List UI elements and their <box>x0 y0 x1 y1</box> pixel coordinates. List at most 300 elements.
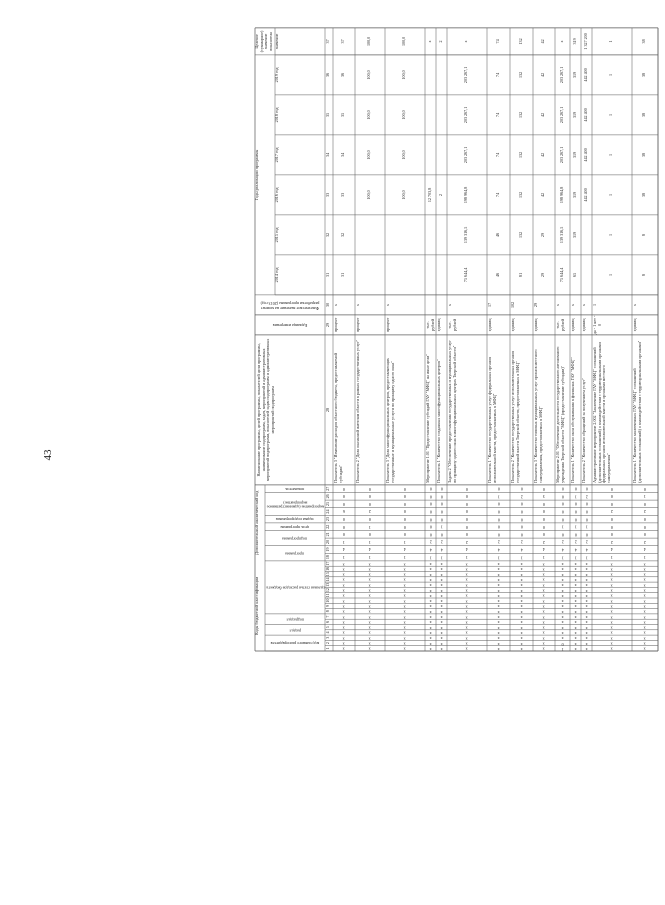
extra-code-cell: 0 <box>610 494 614 500</box>
budget-code-cell: x <box>561 583 564 589</box>
budget-code-cell: x <box>368 609 372 615</box>
extra-code-header: подпрограмма <box>282 536 308 542</box>
extra-code-cell: 0 <box>440 532 443 538</box>
row-year-value: 74 <box>494 192 500 197</box>
budget-code-cell: x <box>429 572 432 578</box>
row-year-value: 319 <box>571 191 577 198</box>
row-actual-2013 <box>437 295 446 315</box>
budget-code-cell: x <box>497 625 500 631</box>
extra-code-cell: 0 <box>574 532 577 538</box>
row-target: 319 <box>571 38 577 45</box>
extra-code-cell: 0 <box>497 509 500 515</box>
extra-code-cell: 0 <box>465 502 469 508</box>
budget-code-cell: x <box>542 636 546 642</box>
row-unit: тыс. рублей <box>555 318 565 331</box>
row-description: Показатель 3 "Доля многофункциональных центров, предоставляющих государственные и муниципальные услуги по принципу одного окна" <box>385 358 395 483</box>
purpose-header: Наименование программы, целей программы, показателей цели программы, наименование подпрограмм, задач, мероприятий и административных мероприятий подпрограмм, показателей задач подпрограмм и административных мероприятий подпрограмм <box>256 338 275 482</box>
extra-code-cell: 2 <box>610 540 614 546</box>
budget-code-cell: x <box>561 577 564 583</box>
budget-code-cell: x <box>585 641 588 647</box>
extra-code-cell: 0 <box>610 487 614 492</box>
row-year-value: 75 644,4 <box>558 267 564 283</box>
budget-code-cell: x <box>368 583 372 589</box>
budget-code-cell: x <box>429 598 432 604</box>
row-actual-2013: x <box>570 303 575 306</box>
row-year-value: 74 <box>494 152 500 157</box>
extra-code-cell: 0 <box>368 494 372 500</box>
row-year-value: 100,0 <box>366 190 371 200</box>
budget-code-cell: x <box>585 620 588 626</box>
budget-code-cell: x <box>368 567 372 573</box>
budget-code-cell: x <box>465 577 469 583</box>
extra-code-cell: 4 <box>342 547 346 553</box>
budget-code-cell: x <box>368 646 372 652</box>
budget-code-cell: x <box>610 598 614 604</box>
budget-code-cell: x <box>342 614 346 620</box>
extra-code-cell: 1 <box>429 555 432 561</box>
extra-code-cell: 0 <box>465 517 469 523</box>
budget-code-cell: x <box>465 636 469 642</box>
budget-code-cell: x <box>610 561 614 567</box>
budget-code-cell: x <box>403 572 407 578</box>
extra-code-cell: 0 <box>542 487 546 492</box>
budget-code-cell: x <box>497 588 500 594</box>
column-number: 8 <box>325 610 330 613</box>
budget-code-cell: x <box>520 641 523 647</box>
budget-code-cell: x <box>497 614 500 620</box>
budget-code-cell: x <box>643 593 647 599</box>
row-actual-2013: x <box>355 303 360 306</box>
budget-code-cell: x <box>497 572 500 578</box>
budget-code-cell: x <box>610 625 614 631</box>
row-year-value <box>584 255 590 295</box>
row-description: Задача 2 "Обеспечение предоставления государственных и муниципальных услуг по принципу одного окна в многофункциональных центрах Тверской области" <box>447 340 457 483</box>
column-number: 12 <box>325 588 330 593</box>
extra-code-cell: 2 <box>465 540 469 546</box>
extra-code-cell: 2 <box>542 540 546 546</box>
row-description: Административное мероприятие 2.002 "Заключение ГАУ "МФЦ" соглашений (дополнительных соглашений) о взаимодействии с территориальными органами федеральных органов исполнительной власти и органами местного самоуправления" <box>592 342 611 483</box>
budget-code-cell: x <box>520 604 523 610</box>
row-year-value: 100,0 <box>366 110 371 120</box>
budget-code-cell: x <box>342 636 346 642</box>
year-header: 2014 год <box>274 267 279 283</box>
budget-code-cell: x <box>403 625 407 631</box>
row-description: Мероприятие 1.01 "Предоставление субсидий ГАУ "МФЦ" на иные цели" <box>425 354 430 483</box>
budget-code-cell: x <box>497 620 500 626</box>
extra-code-cell: 0 <box>429 509 432 515</box>
extra-code-cell: 0 <box>497 517 500 523</box>
budget-code-cell: x <box>440 577 443 583</box>
row-year-value: 29 <box>540 272 545 277</box>
budget-code-header: код главного распорядителя <box>270 641 320 647</box>
extra-code-cell: 4 <box>403 547 407 553</box>
row-year-value: 132 <box>517 71 523 78</box>
row-description: Показатель 1 "Количество окон обслуживания в филиалах ГАУ "МФЦ"" <box>570 357 575 483</box>
row-description: Показатель 3 "Изменение расходов областного бюджета, предоставляемой субсидии" <box>333 353 343 483</box>
extra-code-cell: 0 <box>585 487 588 492</box>
budget-code-cell: x <box>520 567 523 573</box>
budget-code-cell: x <box>561 609 564 615</box>
extra-code-header: задача подпрограммы <box>275 517 314 523</box>
budget-code-cell: x <box>542 604 546 610</box>
extra-code-cell: 1 <box>368 555 372 561</box>
budget-code-cell: x <box>465 609 469 615</box>
row-year-value: 203 267,1 <box>558 66 564 84</box>
row-year-value: 42 <box>540 112 545 117</box>
extra-code-cell: 0 <box>610 525 614 530</box>
budget-code-cell: x <box>429 588 432 594</box>
budget-code-cell: x <box>643 620 647 626</box>
extra-code-cell: 0 <box>561 487 564 492</box>
budget-code-cell: x <box>574 572 577 578</box>
extra-code-header: цель программы <box>280 525 310 530</box>
budget-code-cell: x <box>585 577 588 583</box>
extra-code-cell: 0 <box>561 509 564 515</box>
column-number: 25 <box>325 501 330 506</box>
column-number: 16 <box>325 566 330 571</box>
budget-code-cell: x <box>403 614 407 620</box>
budget-code-cell: x <box>542 583 546 589</box>
extra-code-cell: 2 <box>561 540 564 546</box>
row-actual-2013: x <box>581 303 586 306</box>
budget-code-cell: x <box>465 593 469 599</box>
budget-code-cell: x <box>561 593 564 599</box>
row-year-value: 12 703,8 <box>426 187 432 203</box>
extra-code-cell: 1 <box>342 555 346 561</box>
column-number: 35 <box>325 112 330 117</box>
budget-code-cell: x <box>429 646 432 652</box>
extra-code-cell: 1 <box>585 555 588 561</box>
column-number: 17 <box>325 561 330 566</box>
extra-code-cell: 1 <box>574 494 577 500</box>
row-year-value: 100,0 <box>401 70 406 80</box>
row-unit: да - 1 нет - 0 <box>592 315 602 335</box>
budget-code-cell: x <box>403 609 407 615</box>
budget-code-cell: x <box>497 567 500 573</box>
budget-code-cell: x <box>429 583 432 589</box>
budget-code-cell: x <box>585 588 588 594</box>
budget-code-cell: x <box>368 620 372 626</box>
budget-code-cell: x <box>465 583 469 589</box>
row-year-value: 1 <box>608 153 613 156</box>
row-year-value: 100,0 <box>401 110 406 120</box>
row-year-value: 31 <box>340 272 345 277</box>
extra-code-cell: 0 <box>342 502 346 508</box>
row-year-value: 46 <box>494 272 500 277</box>
budget-code-cell: x <box>403 630 407 636</box>
extra-code-cell: 4 <box>585 547 588 553</box>
budget-code-cell: x <box>574 609 577 615</box>
row-year-value <box>428 255 434 295</box>
extra-code-cell: 0 <box>403 525 407 530</box>
column-number: 4 <box>325 631 330 634</box>
row-year-value: 36 <box>340 72 345 77</box>
extra-code-cell: 0 <box>342 517 346 523</box>
extra-code-cell: 0 <box>342 487 346 492</box>
row-year-value: 1 <box>608 193 613 196</box>
budget-code-cell: x <box>440 614 443 620</box>
row-target: x <box>463 40 468 43</box>
row-year-value: 74 <box>494 72 500 77</box>
row-target: 74 <box>494 39 500 44</box>
extra-code-cell: 0 <box>643 525 647 530</box>
extra-code-cell: 0 <box>585 509 588 515</box>
row-year-value: 139 316,5 <box>558 226 564 244</box>
budget-code-cell: x <box>610 583 614 589</box>
row-actual-2013: 17 <box>487 302 492 307</box>
extra-code-cell: 2 <box>643 509 647 515</box>
row-year-value: 2 <box>437 193 443 196</box>
budget-code-cell: x <box>403 604 407 610</box>
budget-code-cell: x <box>574 561 577 567</box>
extra-code-cell: 0 <box>643 502 647 508</box>
year-header: 2019 год <box>274 67 279 83</box>
row-target: 132 <box>517 38 523 45</box>
extra-code-cell: 0 <box>429 532 432 538</box>
extra-code-cell: 2 <box>585 494 588 500</box>
extra-code-cell: 0 <box>429 494 432 500</box>
budget-code-cell: x <box>497 561 500 567</box>
column-number: 34 <box>325 152 330 157</box>
budget-code-cell: x <box>574 577 577 583</box>
budget-code-cell: x <box>643 625 647 631</box>
budget-code-cell: x <box>429 620 432 626</box>
budget-code-cell: x <box>610 609 614 615</box>
extra-code-cell: 0 <box>561 517 564 523</box>
budget-code-cell: x <box>342 588 346 594</box>
budget-code-cell: x <box>520 583 523 589</box>
extra-code-cell: 1 <box>643 555 647 561</box>
extra-code-cell: 1 <box>610 555 614 561</box>
row-unit: единиц <box>570 318 575 332</box>
budget-code-cell: x <box>520 646 523 652</box>
row-actual-2013: x <box>632 303 637 306</box>
extra-code-cell: 0 <box>542 509 546 515</box>
row-description: Показатель 1 "Количество заключенных ГАУ "МФЦ" соглашений (дополнительных соглашений) о взаимодействии с территориальными органами" <box>632 340 642 483</box>
column-number: 22 <box>325 524 330 529</box>
extra-code-cell: 0 <box>403 517 407 523</box>
row-year-value <box>402 215 408 255</box>
column-number: 9 <box>325 604 330 607</box>
column-number: 31 <box>325 272 330 277</box>
budget-code-cell: x <box>497 598 500 604</box>
extra-code-cell: 1 <box>574 555 577 561</box>
extra-code-cell: 2 <box>520 494 523 500</box>
budget-code-cell: x <box>585 614 588 620</box>
extra-code-header: показатель <box>285 487 305 492</box>
budget-code-cell: x <box>643 636 647 642</box>
extra-code-cell: 0 <box>542 502 546 508</box>
extra-code-cell: 0 <box>585 532 588 538</box>
budget-code-cell: x <box>610 588 614 594</box>
row-actual-2013: 102 <box>510 301 515 308</box>
row-year-value: 81 <box>517 272 523 277</box>
extra-code-cell: 1 <box>403 555 407 561</box>
budget-code-cell: x <box>368 598 372 604</box>
column-number: 24 <box>325 509 330 514</box>
budget-code-cell: x <box>520 593 523 599</box>
row-year-value: 75 644,4 <box>463 267 468 283</box>
row-year-value <box>439 95 445 135</box>
column-number: 13 <box>325 582 330 587</box>
budget-code-cell: x <box>542 598 546 604</box>
budget-code-cell: x <box>440 588 443 594</box>
extra-code-cell: 0 <box>440 494 443 500</box>
budget-code-cell: x <box>610 567 614 573</box>
years-group-header: Годы реализации программы <box>254 149 259 201</box>
extra-code-cell: 1 <box>542 555 546 561</box>
extra-code-cell: 4 <box>368 547 372 553</box>
budget-code-cell: x <box>403 636 407 642</box>
row-target: 1 <box>608 40 613 43</box>
row-description: Мероприятие 2.01 "Обеспечение деятельности государственного автономного учреждения Тверской области "МФЦ" (предоставление субсидии)" <box>555 346 565 483</box>
row-year-value: 34 <box>340 152 345 157</box>
row-year-value <box>428 135 434 175</box>
budget-code-cell: x <box>561 588 564 594</box>
column-number: 3 <box>325 636 330 639</box>
budget-code-cell: x <box>574 630 577 636</box>
extra-code-cell: 4 <box>497 547 500 553</box>
budget-code-cell: x <box>440 567 443 573</box>
column-number: 21 <box>325 532 330 537</box>
column-number: 18 <box>325 555 330 560</box>
extra-code-cell: 0 <box>542 525 546 530</box>
extra-code-cell: 0 <box>342 532 346 538</box>
extra-code-cell: 2 <box>610 509 614 515</box>
row-unit: единиц <box>533 318 538 332</box>
budget-code-cell: x <box>610 620 614 626</box>
extra-code-cell: 0 <box>368 517 372 523</box>
row-year-value: 74 <box>494 112 500 117</box>
column-number: 7 <box>325 615 330 618</box>
row-year-value: 33 <box>340 192 345 197</box>
row-unit: единиц <box>632 318 637 332</box>
row-year-value: 1 <box>608 113 613 116</box>
budget-code-cell: x <box>542 646 546 652</box>
budget-code-cell: x <box>465 567 469 573</box>
budget-code-cell: x <box>465 561 469 567</box>
row-year-value: 1 <box>608 233 613 236</box>
extra-code-cell: 0 <box>574 509 577 515</box>
budget-code-cell: x <box>520 614 523 620</box>
budget-code-cell: x <box>542 588 546 594</box>
budget-code-cell: x <box>465 646 469 652</box>
budget-code-header: раздел <box>289 628 301 634</box>
budget-code-cell: x <box>574 625 577 631</box>
column-number: 19 <box>325 547 330 552</box>
budget-code-cell: x <box>429 561 432 567</box>
budget-code-cell: x <box>520 598 523 604</box>
extra-code-cell: 0 <box>520 502 523 508</box>
budget-code-cell: x <box>520 561 523 567</box>
extra-code-cell: 2 <box>585 540 588 546</box>
budget-code-cell: x <box>368 604 372 610</box>
row-unit: единиц <box>510 318 515 332</box>
row-year-value <box>439 255 445 295</box>
row-year-value <box>367 255 373 295</box>
row-unit: процент <box>333 317 338 333</box>
budget-code-cell: x <box>440 625 443 631</box>
budget-code-cell: x <box>342 609 346 615</box>
budget-code-cell: x <box>574 567 577 573</box>
budget-code-cell: x <box>429 577 432 583</box>
row-target: 38 <box>641 39 646 44</box>
extra-code-cell: 0 <box>403 532 407 538</box>
row-unit: единиц <box>487 318 492 332</box>
extra-code-cell: 0 <box>440 487 443 492</box>
column-number: 20 <box>325 539 330 544</box>
extra-code-cell: 0 <box>440 509 443 515</box>
row-description: Показатель 2 "Доля оказанной жителям области в рамках государственных услуг" <box>355 339 360 483</box>
row-year-value <box>428 95 434 135</box>
extra-code-cell: 0 <box>465 494 469 500</box>
budget-code-cell: x <box>403 583 407 589</box>
row-year-value: 100,0 <box>366 70 371 80</box>
extra-code-cell: 4 <box>561 547 564 553</box>
row-actual-2013: 1 <box>592 303 597 306</box>
extra-code-cell: 0 <box>574 487 577 492</box>
budget-code-cell: x <box>497 583 500 589</box>
budget-code-cell: x <box>520 572 523 578</box>
budget-code-cell: x <box>429 625 432 631</box>
budget-code-cell: x <box>520 625 523 631</box>
row-target: 100,0 <box>366 36 371 47</box>
extra-code-cell: 4 <box>465 547 469 553</box>
column-number: 15 <box>325 572 330 577</box>
extra-code-cell: 0 <box>542 517 546 523</box>
row-actual-2013 <box>426 295 435 315</box>
column-number: 36 <box>325 72 330 77</box>
budget-code-cell: x <box>440 593 443 599</box>
row-year-value: 100,0 <box>401 190 406 200</box>
budget-code-cell: x <box>643 588 647 594</box>
extra-code-cell: 1 <box>440 525 443 530</box>
budget-code-cell: x <box>574 588 577 594</box>
row-target: 42 <box>540 39 545 44</box>
budget-code-cell: x <box>465 620 469 626</box>
budget-code-cell: x <box>497 577 500 583</box>
budget-code-cell: x <box>574 604 577 610</box>
extra-codes-header: Дополнительный аналитический код <box>254 490 259 555</box>
column-number: 23 <box>325 517 330 522</box>
budget-code-cell: x <box>643 572 647 578</box>
column-number: 5 <box>325 626 330 629</box>
budget-code-cell: x <box>429 636 432 642</box>
extra-code-cell: 0 <box>342 494 346 500</box>
budget-code-cell: x <box>368 636 372 642</box>
column-number: 14 <box>325 577 330 582</box>
row-year-value: 1 <box>608 73 613 76</box>
budget-code-cell: x <box>574 641 577 647</box>
extra-code-cell: 0 <box>403 502 407 508</box>
row-description: Показатель 3 "Количество типовых муниципальных услуг органов местного самоуправления, предоставляемых в МФЦ" <box>533 349 543 483</box>
target-group-header: Целевое (суммарное) значение показателя <box>254 30 273 53</box>
budget-code-cell: x <box>429 609 432 615</box>
budget-code-cell: x <box>542 625 546 631</box>
extra-code-cell: 0 <box>440 502 443 508</box>
row-actual-2013: x <box>447 303 452 306</box>
budget-code-cell: x <box>561 620 564 626</box>
budget-code-cell: x <box>585 567 588 573</box>
column-number: 37 <box>325 39 330 44</box>
row-year-value: 132 <box>517 151 523 158</box>
row-year-value: 442 400 <box>582 68 588 82</box>
budget-code-cell: x <box>497 646 500 652</box>
extra-code-cell: 1 <box>585 525 588 530</box>
budget-code-cell: x <box>403 567 407 573</box>
row-year-value: 38 <box>641 112 646 117</box>
budget-code-cell: x <box>497 641 500 647</box>
